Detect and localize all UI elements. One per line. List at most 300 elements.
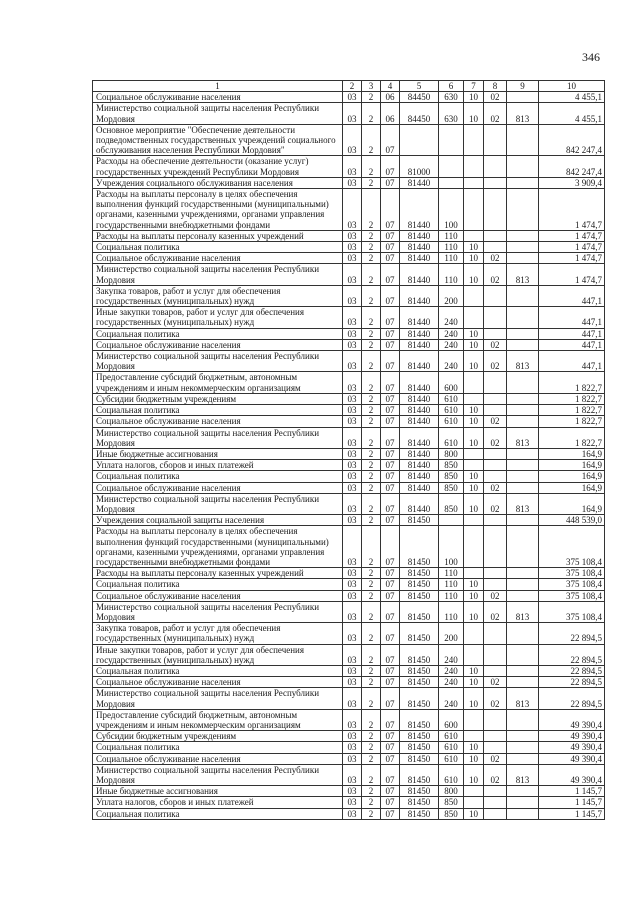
col7-cell: 10: [464, 742, 484, 753]
col8-cell: 02: [484, 753, 507, 764]
table-row: [93, 601, 605, 622]
row-name-cell: Расходы на выплаты персоналу в целях обеспечения выполнения функций государственными (муниципальными) органами, казенными учреждениями, органами управления государственными внебюджетными фондами: [93, 189, 343, 231]
col9-cell: [507, 253, 539, 264]
sum-cell: 447,1: [539, 351, 605, 372]
col5-cell: 81450: [400, 742, 439, 753]
row-name-cell: Предоставление субсидий бюджетным, автономным учреждениям и иным некоммерческим организациям: [93, 372, 343, 393]
budget-table: [92, 80, 605, 820]
col7-cell: [464, 189, 484, 231]
col7-cell: 10: [464, 677, 484, 688]
col3-cell: 2: [362, 189, 381, 231]
col8-cell: 02: [484, 493, 507, 514]
col3-cell: 2: [362, 764, 381, 785]
sum-cell: 164,9: [539, 471, 605, 482]
row-name-cell: Иные закупки товаров, работ и услуг для обеспечения государственных (муниципальных) нужд: [93, 644, 343, 665]
col2-cell: 03: [343, 460, 362, 471]
sum-cell: 1 474,7: [539, 230, 605, 241]
col9-cell: [507, 677, 539, 688]
col9-cell: [507, 471, 539, 482]
row-name-cell: Расходы на выплаты персоналу казенных учреждений: [93, 568, 343, 579]
row-name-cell: Социальное обслуживание населения: [93, 677, 343, 688]
table-row: [93, 709, 605, 730]
col7-cell: 10: [464, 103, 484, 124]
col4-cell: 07: [381, 753, 400, 764]
col7-cell: [464, 515, 484, 526]
sum-cell: 22 894,5: [539, 677, 605, 688]
table-row: [93, 307, 605, 328]
col5-cell: 81450: [400, 797, 439, 808]
col3-cell: 2: [362, 242, 381, 253]
col8-cell: 02: [484, 590, 507, 601]
col7-cell: [464, 307, 484, 328]
col9-cell: [507, 526, 539, 568]
col8-cell: [484, 471, 507, 482]
table-row: [93, 753, 605, 764]
col7-cell: 10: [464, 482, 484, 493]
table-row: [93, 92, 605, 103]
col5-cell: 81440: [400, 264, 439, 285]
col7-cell: [464, 285, 484, 306]
table-row: [93, 623, 605, 644]
col2-cell: 03: [343, 372, 362, 393]
col3-cell: 2: [362, 471, 381, 482]
col4-cell: 07: [381, 427, 400, 448]
col2-cell: 03: [343, 808, 362, 819]
sum-cell: 375 108,4: [539, 601, 605, 622]
row-name-cell: Министерство социальной защиты населения Республики Мордовия: [93, 688, 343, 709]
col7-cell: 10: [464, 688, 484, 709]
col9-cell: [507, 393, 539, 404]
col9-cell: [507, 339, 539, 350]
col5-cell: 81440: [400, 482, 439, 493]
table-row: [93, 665, 605, 676]
row-name-cell: Социальное обслуживание населения: [93, 253, 343, 264]
row-name-cell: Министерство социальной защиты населения Республики Мордовия: [93, 351, 343, 372]
col9-cell: [507, 124, 539, 156]
sum-cell: 1 145,7: [539, 797, 605, 808]
table-row: [93, 405, 605, 416]
header-row: [93, 81, 605, 92]
col3-cell: 2: [362, 230, 381, 241]
col3-cell: 2: [362, 307, 381, 328]
col5-cell: 81440: [400, 393, 439, 404]
sum-cell: 1 474,7: [539, 242, 605, 253]
col9-cell: [507, 328, 539, 339]
col7-cell: 10: [464, 601, 484, 622]
col2-cell: 03: [343, 764, 362, 785]
col9-cell: [507, 92, 539, 103]
col7-cell: [464, 797, 484, 808]
col7-cell: 10: [464, 471, 484, 482]
col8-cell: [484, 230, 507, 241]
col9-cell: [507, 448, 539, 459]
table-row: [93, 177, 605, 188]
col4-cell: 07: [381, 623, 400, 644]
col2-cell: 03: [343, 285, 362, 306]
table-row: [93, 124, 605, 156]
col4-cell: 07: [381, 448, 400, 459]
col8-cell: 02: [484, 253, 507, 264]
column-header: 8: [484, 81, 507, 92]
row-name-cell: Министерство социальной защиты населения Республики Мордовия: [93, 493, 343, 514]
col5-cell: 81440: [400, 339, 439, 350]
col6-cell: 610: [439, 393, 464, 404]
row-name-cell: Социальная политика: [93, 579, 343, 590]
col8-cell: 02: [484, 764, 507, 785]
col4-cell: 07: [381, 253, 400, 264]
col3-cell: 2: [362, 688, 381, 709]
column-header: 1: [93, 81, 343, 92]
table-row: [93, 579, 605, 590]
col3-cell: 2: [362, 156, 381, 177]
col8-cell: 02: [484, 688, 507, 709]
col8-cell: [484, 448, 507, 459]
col2-cell: 03: [343, 328, 362, 339]
col3-cell: 2: [362, 253, 381, 264]
row-name-cell: Социальная политика: [93, 328, 343, 339]
col9-cell: [507, 644, 539, 665]
col9-cell: [507, 460, 539, 471]
col7-cell: [464, 372, 484, 393]
col6-cell: 100: [439, 526, 464, 568]
col6-cell: 600: [439, 372, 464, 393]
col6-cell: [439, 156, 464, 177]
col8-cell: [484, 644, 507, 665]
col3-cell: 2: [362, 568, 381, 579]
sum-cell: 22 894,5: [539, 665, 605, 676]
col3-cell: 2: [362, 460, 381, 471]
col9-cell: [507, 156, 539, 177]
row-name-cell: Учреждения социального обслуживания населения: [93, 177, 343, 188]
col3-cell: 2: [362, 515, 381, 526]
row-name-cell: Закупка товаров, работ и услуг для обеспечения государственных (муниципальных) нужд: [93, 623, 343, 644]
col9-cell: [507, 405, 539, 416]
col8-cell: [484, 372, 507, 393]
col7-cell: 10: [464, 808, 484, 819]
col4-cell: 07: [381, 688, 400, 709]
col8-cell: [484, 156, 507, 177]
col2-cell: 03: [343, 493, 362, 514]
row-name-cell: Министерство социальной защиты населения Республики Мордовия: [93, 103, 343, 124]
col2-cell: 03: [343, 103, 362, 124]
col3-cell: 2: [362, 416, 381, 427]
col5-cell: 81450: [400, 601, 439, 622]
col3-cell: 2: [362, 92, 381, 103]
col7-cell: 10: [464, 328, 484, 339]
col5-cell: 81440: [400, 493, 439, 514]
col5-cell: 81440: [400, 448, 439, 459]
row-name-cell: Социальная политика: [93, 405, 343, 416]
col3-cell: 2: [362, 264, 381, 285]
col5-cell: [400, 124, 439, 156]
col6-cell: 610: [439, 416, 464, 427]
col5-cell: 81450: [400, 709, 439, 730]
col2-cell: 03: [343, 448, 362, 459]
col2-cell: 03: [343, 579, 362, 590]
col2-cell: 03: [343, 482, 362, 493]
row-name-cell: Иные бюджетные ассигнования: [93, 786, 343, 797]
row-name-cell: Социальное обслуживание населения: [93, 416, 343, 427]
sum-cell: 22 894,5: [539, 644, 605, 665]
col4-cell: 07: [381, 797, 400, 808]
col4-cell: 07: [381, 526, 400, 568]
col2-cell: 03: [343, 515, 362, 526]
sum-cell: 1 822,7: [539, 416, 605, 427]
col5-cell: 81440: [400, 427, 439, 448]
col7-cell: 10: [464, 405, 484, 416]
col6-cell: 110: [439, 264, 464, 285]
col2-cell: 03: [343, 742, 362, 753]
col8-cell: [484, 460, 507, 471]
col8-cell: [484, 579, 507, 590]
row-name-cell: Социальное обслуживание населения: [93, 339, 343, 350]
col7-cell: 10: [464, 264, 484, 285]
sum-cell: 375 108,4: [539, 526, 605, 568]
col8-cell: [484, 568, 507, 579]
col3-cell: 2: [362, 339, 381, 350]
sum-cell: 49 390,4: [539, 731, 605, 742]
col3-cell: 2: [362, 328, 381, 339]
row-name-cell: Расходы на обеспечение деятельности (оказание услуг) государственных учреждений Республики Мордовия: [93, 156, 343, 177]
table-row: [93, 742, 605, 753]
sum-cell: 164,9: [539, 448, 605, 459]
col3-cell: 2: [362, 590, 381, 601]
col4-cell: 06: [381, 92, 400, 103]
col6-cell: 800: [439, 448, 464, 459]
col3-cell: 2: [362, 786, 381, 797]
col8-cell: [484, 177, 507, 188]
col5-cell: 81450: [400, 677, 439, 688]
col5-cell: 81440: [400, 307, 439, 328]
col2-cell: 03: [343, 339, 362, 350]
col9-cell: [507, 482, 539, 493]
col8-cell: [484, 526, 507, 568]
col5-cell: 81440: [400, 460, 439, 471]
col9-cell: [507, 786, 539, 797]
col7-cell: 10: [464, 579, 484, 590]
col8-cell: [484, 328, 507, 339]
col2-cell: 03: [343, 568, 362, 579]
col2-cell: 03: [343, 786, 362, 797]
col2-cell: 03: [343, 677, 362, 688]
col4-cell: 07: [381, 124, 400, 156]
col4-cell: 07: [381, 482, 400, 493]
col4-cell: 07: [381, 416, 400, 427]
row-name-cell: Иные бюджетные ассигнования: [93, 448, 343, 459]
col7-cell: 10: [464, 242, 484, 253]
col6-cell: 850: [439, 460, 464, 471]
col2-cell: 03: [343, 189, 362, 231]
table-row: [93, 786, 605, 797]
col7-cell: [464, 786, 484, 797]
col4-cell: 07: [381, 590, 400, 601]
col5-cell: 81000: [400, 156, 439, 177]
row-name-cell: Социальная политика: [93, 742, 343, 753]
col5-cell: 81450: [400, 579, 439, 590]
row-name-cell: Уплата налогов, сборов и иных платежей: [93, 797, 343, 808]
col8-cell: [484, 285, 507, 306]
col7-cell: [464, 230, 484, 241]
col4-cell: 07: [381, 242, 400, 253]
col2-cell: 03: [343, 253, 362, 264]
col7-cell: 10: [464, 416, 484, 427]
col5-cell: 81440: [400, 189, 439, 231]
sum-cell: 1 822,7: [539, 393, 605, 404]
col8-cell: [484, 731, 507, 742]
col2-cell: 03: [343, 156, 362, 177]
col6-cell: 630: [439, 92, 464, 103]
col3-cell: 2: [362, 482, 381, 493]
table-row: [93, 471, 605, 482]
col5-cell: 81450: [400, 764, 439, 785]
sum-cell: 1 145,7: [539, 808, 605, 819]
sum-cell: 49 390,4: [539, 742, 605, 753]
col6-cell: 110: [439, 590, 464, 601]
table-row: [93, 515, 605, 526]
column-header: 2: [343, 81, 362, 92]
col6-cell: 610: [439, 731, 464, 742]
row-name-cell: Предоставление субсидий бюджетным, автономным учреждениям и иным некоммерческим организациям: [93, 709, 343, 730]
col5-cell: 81440: [400, 471, 439, 482]
col3-cell: 2: [362, 753, 381, 764]
col6-cell: 610: [439, 427, 464, 448]
col9-cell: [507, 177, 539, 188]
table-row: [93, 416, 605, 427]
col3-cell: 2: [362, 427, 381, 448]
col7-cell: [464, 124, 484, 156]
col2-cell: 03: [343, 526, 362, 568]
table-row: [93, 677, 605, 688]
col2-cell: 03: [343, 416, 362, 427]
col4-cell: 07: [381, 644, 400, 665]
col2-cell: 03: [343, 405, 362, 416]
col5-cell: 81450: [400, 644, 439, 665]
col4-cell: 07: [381, 230, 400, 241]
col9-cell: [507, 797, 539, 808]
col7-cell: [464, 448, 484, 459]
row-name-cell: Министерство социальной защиты населения Республики Мордовия: [93, 601, 343, 622]
col3-cell: 2: [362, 493, 381, 514]
col7-cell: [464, 623, 484, 644]
col5-cell: 81440: [400, 253, 439, 264]
sum-cell: 49 390,4: [539, 753, 605, 764]
sum-cell: 3 909,4: [539, 177, 605, 188]
col9-cell: 813: [507, 427, 539, 448]
col5-cell: 84450: [400, 103, 439, 124]
col9-cell: 813: [507, 351, 539, 372]
col6-cell: 610: [439, 742, 464, 753]
col4-cell: 07: [381, 786, 400, 797]
table-row: [93, 351, 605, 372]
col5-cell: 81450: [400, 515, 439, 526]
sum-cell: 49 390,4: [539, 709, 605, 730]
col5-cell: 81450: [400, 526, 439, 568]
row-name-cell: Социальное обслуживание населения: [93, 482, 343, 493]
col6-cell: 200: [439, 285, 464, 306]
col6-cell: 110: [439, 579, 464, 590]
sum-cell: 842 247,4: [539, 156, 605, 177]
col3-cell: 2: [362, 623, 381, 644]
row-name-cell: Субсидии бюджетным учреждениям: [93, 393, 343, 404]
col4-cell: 07: [381, 742, 400, 753]
col2-cell: 03: [343, 797, 362, 808]
row-name-cell: Расходы на выплаты персоналу казенных учреждений: [93, 230, 343, 241]
row-name-cell: Учреждения социальной защиты населения: [93, 515, 343, 526]
col3-cell: 2: [362, 372, 381, 393]
col4-cell: 07: [381, 731, 400, 742]
table-row: [93, 339, 605, 350]
col6-cell: 110: [439, 242, 464, 253]
col8-cell: 02: [484, 103, 507, 124]
col6-cell: 610: [439, 405, 464, 416]
col3-cell: 2: [362, 677, 381, 688]
col4-cell: 07: [381, 665, 400, 676]
col4-cell: 07: [381, 264, 400, 285]
col7-cell: 10: [464, 764, 484, 785]
col8-cell: 02: [484, 601, 507, 622]
col2-cell: 03: [343, 623, 362, 644]
col8-cell: 02: [484, 264, 507, 285]
col7-cell: 10: [464, 665, 484, 676]
col8-cell: [484, 242, 507, 253]
sum-cell: 4 455,1: [539, 103, 605, 124]
col7-cell: 10: [464, 351, 484, 372]
column-header: 6: [439, 81, 464, 92]
col6-cell: 200: [439, 623, 464, 644]
table-row: [93, 189, 605, 231]
row-name-cell: Социальная политика: [93, 808, 343, 819]
col2-cell: 03: [343, 177, 362, 188]
col3-cell: 2: [362, 601, 381, 622]
col8-cell: 02: [484, 339, 507, 350]
col7-cell: [464, 156, 484, 177]
sum-cell: 375 108,4: [539, 568, 605, 579]
col3-cell: 2: [362, 177, 381, 188]
col8-cell: [484, 808, 507, 819]
col8-cell: 02: [484, 427, 507, 448]
col6-cell: 240: [439, 339, 464, 350]
col6-cell: 100: [439, 189, 464, 231]
sum-cell: 49 390,4: [539, 764, 605, 785]
col9-cell: [507, 579, 539, 590]
col4-cell: 07: [381, 515, 400, 526]
table-row: [93, 482, 605, 493]
col2-cell: 03: [343, 688, 362, 709]
col3-cell: 2: [362, 644, 381, 665]
table-row: [93, 526, 605, 568]
col2-cell: 03: [343, 307, 362, 328]
sum-cell: 447,1: [539, 328, 605, 339]
col4-cell: 06: [381, 103, 400, 124]
col7-cell: [464, 731, 484, 742]
table-row: [93, 448, 605, 459]
page-number: 346: [582, 50, 600, 64]
col2-cell: 03: [343, 590, 362, 601]
column-header: 9: [507, 81, 539, 92]
col4-cell: 07: [381, 328, 400, 339]
col4-cell: 07: [381, 764, 400, 785]
col3-cell: 2: [362, 393, 381, 404]
row-name-cell: Субсидии бюджетным учреждениям: [93, 731, 343, 742]
col9-cell: [507, 709, 539, 730]
col5-cell: 81440: [400, 242, 439, 253]
col4-cell: 07: [381, 677, 400, 688]
col5-cell: 81450: [400, 688, 439, 709]
col2-cell: 03: [343, 124, 362, 156]
col9-cell: 813: [507, 493, 539, 514]
row-name-cell: Расходы на выплаты персоналу в целях обеспечения выполнения функций государственными (муниципальными) органами, казенными учреждениями, органами управления государственными внебюджетными фондами: [93, 526, 343, 568]
row-name-cell: Закупка товаров, работ и услуг для обеспечения государственных (муниципальных) нужд: [93, 285, 343, 306]
